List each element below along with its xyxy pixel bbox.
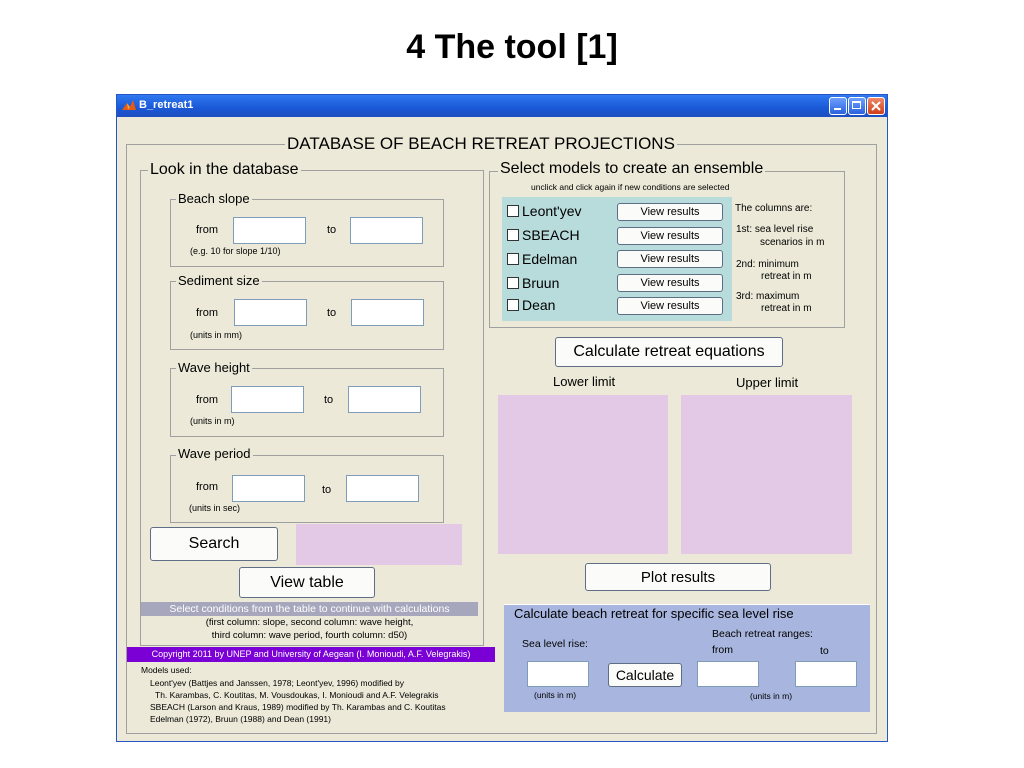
column-3-desc-cont: retreat in m xyxy=(761,303,812,314)
wave-period-from-label: from xyxy=(196,481,218,493)
model-name: Bruun xyxy=(522,275,560,291)
checkbox-icon xyxy=(507,253,519,265)
select-models-note: unclick and click again if new conditions are selected xyxy=(531,182,730,192)
models-used-line: Edelman (1972), Bruun (1988) and Dean (1991) xyxy=(150,714,331,724)
view-results-edelman-button[interactable]: View results xyxy=(617,250,723,268)
column-2-desc-cont: retreat in m xyxy=(761,271,812,282)
view-results-bruun-button[interactable]: View results xyxy=(617,274,723,292)
model-checkbox-edelman[interactable] xyxy=(507,251,577,267)
wave-height-to-input[interactable] xyxy=(348,386,421,413)
beach-slope-to-input[interactable] xyxy=(350,217,423,244)
retreat-units: (units in m) xyxy=(750,691,793,701)
retreat-to-output[interactable] xyxy=(795,661,857,687)
model-checkbox-dean[interactable] xyxy=(507,297,555,313)
calculate-retreat-equations-button[interactable]: Calculate retreat equations xyxy=(555,337,783,367)
wave-period-hint: (units in sec) xyxy=(189,503,241,513)
maximize-icon xyxy=(852,101,861,109)
column-3-desc: 3rd: maximum xyxy=(736,291,800,302)
beach-retreat-ranges-label: Beach retreat ranges: xyxy=(712,628,813,640)
models-used-line: SBEACH (Larson and Kraus, 1989) modified by Th. Karambas and C. Koutitas xyxy=(150,702,446,712)
sea-level-rise-label: Sea level rise: xyxy=(522,638,588,650)
view-results-dean-button[interactable]: View results xyxy=(617,297,723,315)
sediment-from-label: from xyxy=(196,307,218,319)
model-name: Edelman xyxy=(522,251,578,267)
close-button[interactable] xyxy=(867,97,885,115)
beach-slope-from-input[interactable] xyxy=(233,217,306,244)
model-name: Dean xyxy=(522,297,556,313)
checkbox-icon xyxy=(507,299,519,311)
upper-limit-output xyxy=(681,395,852,554)
search-result-area xyxy=(296,524,462,565)
wave-height-from-input[interactable] xyxy=(231,386,304,413)
sediment-hint: (units in mm) xyxy=(190,330,243,340)
search-button[interactable]: Search xyxy=(150,527,278,561)
model-checkbox-leontyev[interactable] xyxy=(507,203,582,219)
column-1-desc: 1st: sea level rise xyxy=(736,224,814,235)
wave-height-from-label: from xyxy=(196,394,218,406)
select-conditions-banner: Select conditions from the table to continue with calculations xyxy=(141,602,478,616)
model-checkbox-sbeach[interactable] xyxy=(507,227,580,243)
sediment-to-input[interactable] xyxy=(351,299,424,326)
copyright-banner: Copyright 2011 by UNEP and University of Aegean (I. Monioudi, A.F. Velegrakis) xyxy=(127,647,495,662)
view-table-button[interactable]: View table xyxy=(239,567,375,598)
checkbox-icon xyxy=(507,229,519,241)
beach-slope-title: Beach slope xyxy=(178,191,250,206)
upper-limit-label: Upper limit xyxy=(736,375,799,390)
close-icon xyxy=(868,98,884,114)
sediment-to-label: to xyxy=(327,307,337,319)
ranges-to-label: to xyxy=(820,645,829,657)
beach-slope-to-label: to xyxy=(327,224,337,236)
wave-height-title: Wave height xyxy=(178,360,250,375)
plot-results-button[interactable]: Plot results xyxy=(585,563,771,591)
wave-height-to-label: to xyxy=(324,394,334,406)
lower-limit-output xyxy=(498,395,668,554)
lower-limit-label: Lower limit xyxy=(553,374,616,389)
window-titlebar[interactable] xyxy=(117,95,887,117)
models-used-line: Leont'yev (Battjes and Janssen, 1978; Leont'yev, 1996) modified by xyxy=(150,678,404,688)
window-title: B_retreat1 xyxy=(139,99,194,111)
matlab-icon xyxy=(121,98,137,114)
retreat-from-output[interactable] xyxy=(697,661,759,687)
slide-title: 4 The tool [1] xyxy=(406,28,618,66)
model-name: SBEACH xyxy=(522,227,580,243)
models-used-line: Th. Karambas, C. Koutitas, M. Vousdoukas, I. Monioudi and A.F. Velegrakis xyxy=(155,690,439,700)
wave-period-title: Wave period xyxy=(178,446,251,461)
look-database-title: Look in the database xyxy=(150,161,299,178)
panel-title: DATABASE OF BEACH RETREAT PROJECTIONS xyxy=(287,134,675,153)
sea-level-rise-input[interactable] xyxy=(527,661,589,687)
sediment-from-input[interactable] xyxy=(234,299,307,326)
model-checkbox-bruun[interactable] xyxy=(507,275,559,291)
view-results-leontyev-button[interactable]: View results xyxy=(617,203,723,221)
beach-slope-from-label: from xyxy=(196,224,218,236)
wave-period-to-label: to xyxy=(322,484,332,496)
model-name: Leont'yev xyxy=(522,203,582,219)
checkbox-icon xyxy=(507,277,519,289)
specific-panel-title: Calculate beach retreat for specific sea level rise xyxy=(511,606,797,621)
maximize-button[interactable] xyxy=(848,97,866,115)
checkbox-icon xyxy=(507,205,519,217)
beach-slope-hint: (e.g. 10 for slope 1/10) xyxy=(190,246,281,256)
sediment-size-title: Sediment size xyxy=(178,273,260,288)
columns-description-line1: (first column: slope, second column: wave height, xyxy=(205,617,414,628)
column-2-desc: 2nd: minimum xyxy=(736,259,799,270)
wave-height-hint: (units in m) xyxy=(190,416,235,426)
calculate-button[interactable]: Calculate xyxy=(608,663,682,687)
minimize-button[interactable] xyxy=(829,97,847,115)
wave-period-to-input[interactable] xyxy=(346,475,419,502)
columns-description-line2: third column: wave period, fourth column: d50) xyxy=(211,630,408,641)
models-used-heading: Models used: xyxy=(141,665,192,675)
ranges-from-label: from xyxy=(712,644,733,656)
view-results-sbeach-button[interactable]: View results xyxy=(617,227,723,245)
sea-level-units: (units in m) xyxy=(534,690,577,700)
minimize-icon xyxy=(834,108,841,110)
wave-period-from-input[interactable] xyxy=(232,475,305,502)
column-1-desc-cont: scenarios in m xyxy=(760,237,825,248)
columns-heading: The columns are: xyxy=(735,203,813,214)
select-models-title: Select models to create an ensemble xyxy=(500,160,764,177)
